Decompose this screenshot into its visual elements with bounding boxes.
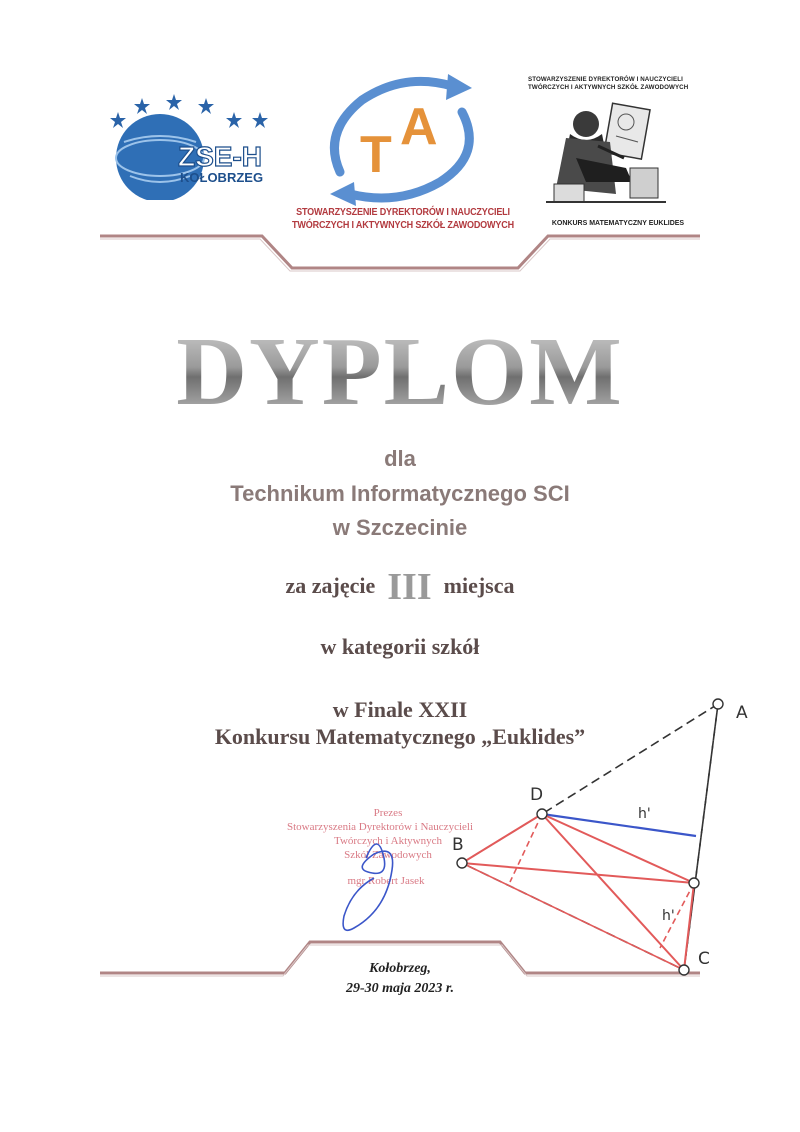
ta-letter-a: A <box>400 98 438 156</box>
association-caption <box>287 206 519 232</box>
stamp-line2: Stowarzyszenia Dyrektorów i Nauczycieli <box>286 821 474 833</box>
diploma-title: DYPLOM <box>0 322 800 422</box>
stamp-line5: mgr Robert Jasek <box>347 875 425 887</box>
ta-letter-t: T <box>360 126 392 184</box>
zse-logo-text: ZSE-H <box>178 141 262 172</box>
for-label: dla <box>384 446 416 471</box>
finale-line: w Finale XXII <box>332 697 468 722</box>
stamp-line3: Twórczych i Aktywnych <box>334 835 442 847</box>
category-line: w kategorii szkół <box>320 634 480 659</box>
ta-logo <box>312 72 490 212</box>
point-label-c: C <box>698 949 710 969</box>
place-roman: III <box>387 566 432 608</box>
contest-line: Konkursu Matematycznego „Euklides” <box>214 724 586 749</box>
point-label-b: B <box>452 835 464 855</box>
recipient-line2: w Szczecinie <box>332 515 468 540</box>
euklides-bottom-caption: KONKURS MATEMATYCZNY EUKLIDES <box>551 220 685 227</box>
arrow-left-icon <box>330 182 356 206</box>
euklides-figure-image <box>546 98 666 208</box>
zse-logo-city: KOŁOBRZEG <box>180 170 264 185</box>
place-prefix: za zajęcie <box>285 573 376 598</box>
arrow-right-icon <box>446 74 472 100</box>
recipient-line1: Technikum Informatycznego SCI <box>230 481 570 506</box>
association-caption-line2: TWÓRCZYCH I AKTYWNYCH SZKÓŁ ZAWODOWYCH <box>292 219 514 231</box>
height-label-1: h' <box>638 806 651 822</box>
euklides-top-line1: STOWARZYSZENIE DYREKTORÓW I NAUCZYCIELI <box>528 76 683 83</box>
euklides-top-caption <box>528 76 698 92</box>
place-suffix: miejsca <box>443 573 515 598</box>
euklides-top-line2: TWÓRCZYCH I AKTYWNYCH SZKÓŁ ZAWODOWYCH <box>528 84 689 91</box>
point-label-a: A <box>736 703 748 723</box>
stamp-line4: Szkół Zawodowych <box>344 849 432 861</box>
footer-date: 29-30 maja 2023 r. <box>345 981 455 996</box>
footer-city: Kołobrzeg, <box>369 961 431 976</box>
height-label-2: h' <box>662 908 675 924</box>
association-caption-line1: STOWARZYSZENIE DYREKTORÓW I NAUCZYCIELI <box>296 206 510 218</box>
stamp-line1: Prezes <box>373 807 403 819</box>
zse-h-logo <box>100 90 290 200</box>
point-label-d: D <box>530 785 544 805</box>
signature-stamp <box>270 800 510 940</box>
place-row <box>0 565 800 609</box>
